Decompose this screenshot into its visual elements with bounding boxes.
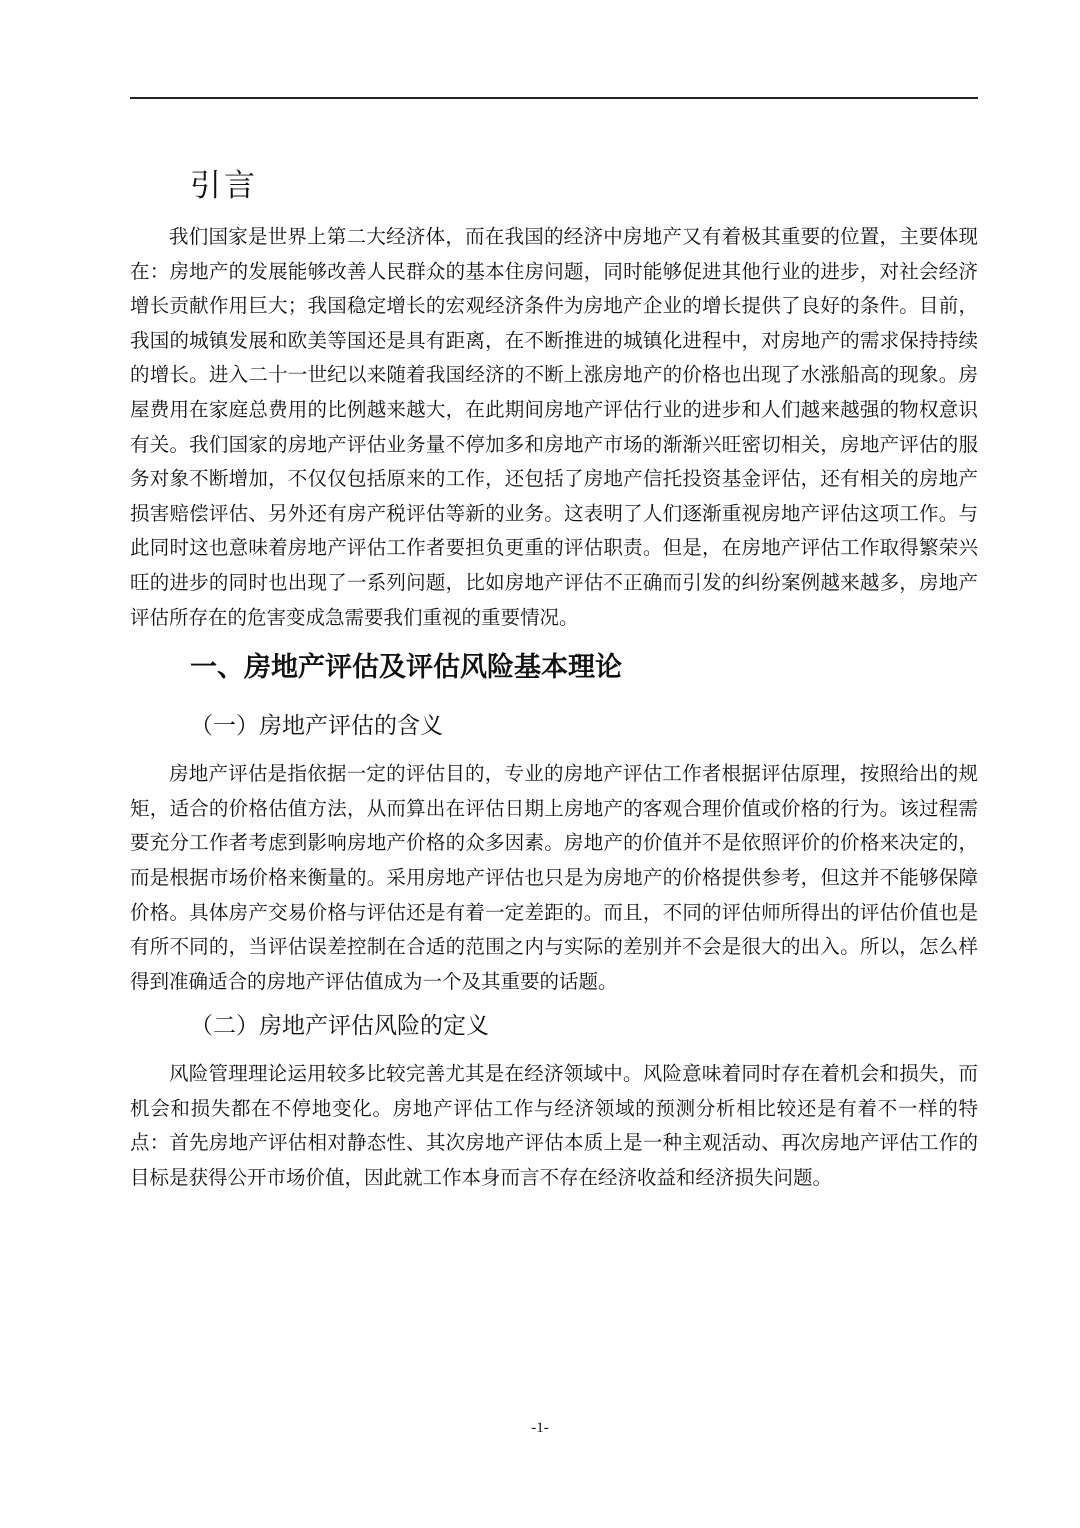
section-1-2-heading: （二）房地产评估风险的定义 <box>190 1013 489 1040</box>
section-1-1-heading: （一）房地产评估的含义 <box>190 713 443 740</box>
intro-paragraph: 我们国家是世界上第二大经济体，而在我国的经济中房地产又有着极其重要的位置，主要体现在：房地产的发展能够改善人民群众的基本住房问题，同时能够促进其他行业的进步，对社会经济增长贡献作用巨大；我国稳定增长的宏观经济条件为房地产企业的增长提供了良好的条件。目前，我国的城镇发展和欧美等国还是具有距离，在不断推进的城镇化进程中，对房地产的需求保持持续的增长。进入二十一世纪以来随着我国经济的不断上涨房地产的价格也出现了水涨船高的现象。房屋费用在家庭总费用的比例越来越大，在此期间房地产评估行业的进步和人们越来越强的物权意识有关。我们国家的房地产评估业务量不停加多和房地产市场的渐渐兴旺密切相关，房地产评估的服务对象不断增加，不仅仅包括原来的工作，还包括了房地产信托投资基金评估，还有相关的房地产损害赔偿评估、另外还有房产税评估等新的业务。这表明了人们逐渐重视房地产评估这项工作。与此同时这也意味着房地产评估工作者要担负更重的评估职责。但是，在房地产评估工作取得繁荣兴旺的进步的同时也出现了一系列问题，比如房地产评估不正确而引发的纠纷案例越来越多，房地产评估所存在的危害变成急需要我们重视的重要情况。 <box>130 225 978 629</box>
section-1-1-paragraph: 房地产评估是指依据一定的评估目的，专业的房地产评估工作者根据评估原理，按照给出的规矩，适合的价格估值方法，从而算出在评估日期上房地产的客观合理价值或价格的行为。该过程需要充分工作者考虑到影响房地产价格的众多因素。房地产的价值并不是依照评价的价格来决定的，而是根据市场价格来衡量的。采用房地产评估也只是为房地产的价格提供参考，但这并不能够保障价格。具体房产交易价格与评估还是有着一定差距的。而且，不同的评估师所得出的评估价值也是有所不同的，当评估误差控制在合适的范围之内与实际的差别并不会是很大的出入。所以，怎么样得到准确适合的房地产评估值成为一个及其重要的话题。 <box>130 762 978 993</box>
section-1-2-paragraph: 风险管理理论运用较多比较完善尤其是在经济领域中。风险意味着同时存在着机会和损失，而机会和损失都在不停地变化。房地产评估工作与经济领域的预测分析相比较还是有着不一样的特点：首先房地产评估相对静态性、其次房地产评估本质上是一种主观活动、再次房地产评估工作的目标是获得公开市场价值，因此就工作本身而言不存在经济收益和经济损失问题。 <box>130 1062 978 1190</box>
header-rule <box>130 97 978 99</box>
chapter-1-heading: 一、房地产评估及评估风险基本理论 <box>190 652 622 684</box>
intro-heading: 引言 <box>190 168 258 204</box>
document-body <box>130 160 978 1196</box>
page-number: -1- <box>531 1420 549 1436</box>
